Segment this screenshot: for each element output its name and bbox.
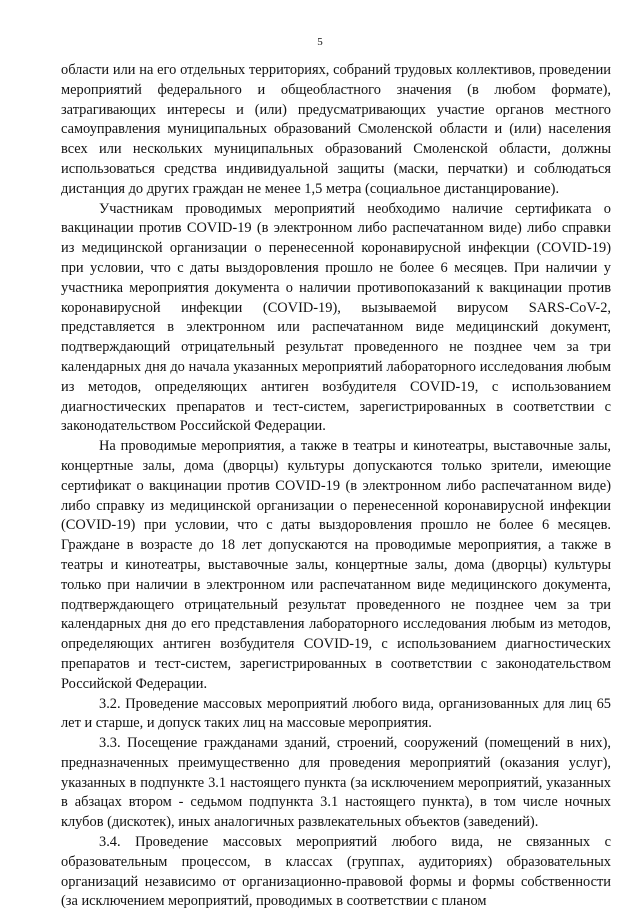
paragraph-continuation: области или на его отдельных территориях, собраний трудовых коллективов, проведении мероприятий федерального и общеобластного значения (в любом формате), затрагивающих интересы и (или) предусматривающих участие органов местного самоуправления муниципальных образований Смоленской области и (или) населения всех или нескольких муниципальных образований Смоленской области, должны использоваться средства индивидуальной защиты (маски, перчатки) и соблюдаться дистанция до других граждан не менее 1,5 метра (социальное дистанцирование). [61,62,611,197]
paragraph-item-3-2: 3.2. Проведение массовых мероприятий любого вида, организованных для лиц 65 лет и старше, и допуск таких лиц на массовые мероприятия. [61,695,611,732]
paragraph-theaters-admission: На проводимые мероприятия, а также в театры и кинотеатры, выставочные залы, концертные залы, дома (дворцы) культуры допускаются только зрители, имеющие сертификат о вакцинации против COVID-19 (в электронном либо распечатанном виде) либо справку из медицинской организации о перенесенной коронавирусной инфекции (COVID-19) при условии, что с даты выздоровления прошло не более 6 месяцев. Граждане в возрасте до 18 лет допускаются на проводимые мероприятия, а также в театры и кинотеатры, выставочные залы, концертные залы, дома (дворцы) культуры только при наличии в электронном или распечатанном виде медицинского документа, подтверждающего отрицательный результат проведенного не позднее чем за три календарных дня до его представления лабораторного исследования любым из методов, определяющих антиген возбудителя COVID-19, с использованием диагностических препаратов и тест-систем, зарегистрированных в соответствии с законодательством Российской Федерации. [61,438,611,692]
paragraph-participants-certificate: Участникам проводимых мероприятий необходимо наличие сертификата о вакцинации против COVID-19 (в электронном либо распечатанном виде) либо справки из медицинской организации о перенесенной коронавирусной инфекции (COVID-19) при условии, что с даты выздоровления прошло не более 6 месяцев. При наличии у участника мероприятия документа о наличии противопоказаний к вакцинации против коронавирусной инфекции (COVID-19), вызываемой вирусом SARS-CoV-2, представляется в электронном или распечатанном виде медицинский документ, подтверждающий отрицательный результат проведенного не позднее чем за три календарных дня до начала указанных мероприятий лабораторного исследования любым из методов, определяющих антиген возбудителя COVID-19, с использованием диагностических препаратов и тест-систем, зарегистрированных в соответствии с законодательством Российской Федерации. [61,200,611,435]
page-number: 5 [317,36,323,48]
paragraph-item-3-4: 3.4. Проведение массовых мероприятий любого вида, не связанных с образовательным процессом, в классах (группах, аудиториях) образовательных организаций независимо от организационно-правовой формы и формы собственности (за исключением мероприятий, проводимых в соответствии с планом [61,834,611,910]
document-body [61,61,611,912]
paragraph-item-3-3: 3.3. Посещение гражданами зданий, строений, сооружений (помещений в них), предназначенных преимущественно для проведения мероприятий (оказания услуг), указанных в подпункте 3.1 настоящего пункта (за исключением мероприятий, указанных в абзацах втором - седьмом подпункта 3.1 настоящего пункта), в том числе ночных клубов (дискотек), иных аналогичных развлекательных объектов (заведений). [61,735,611,831]
